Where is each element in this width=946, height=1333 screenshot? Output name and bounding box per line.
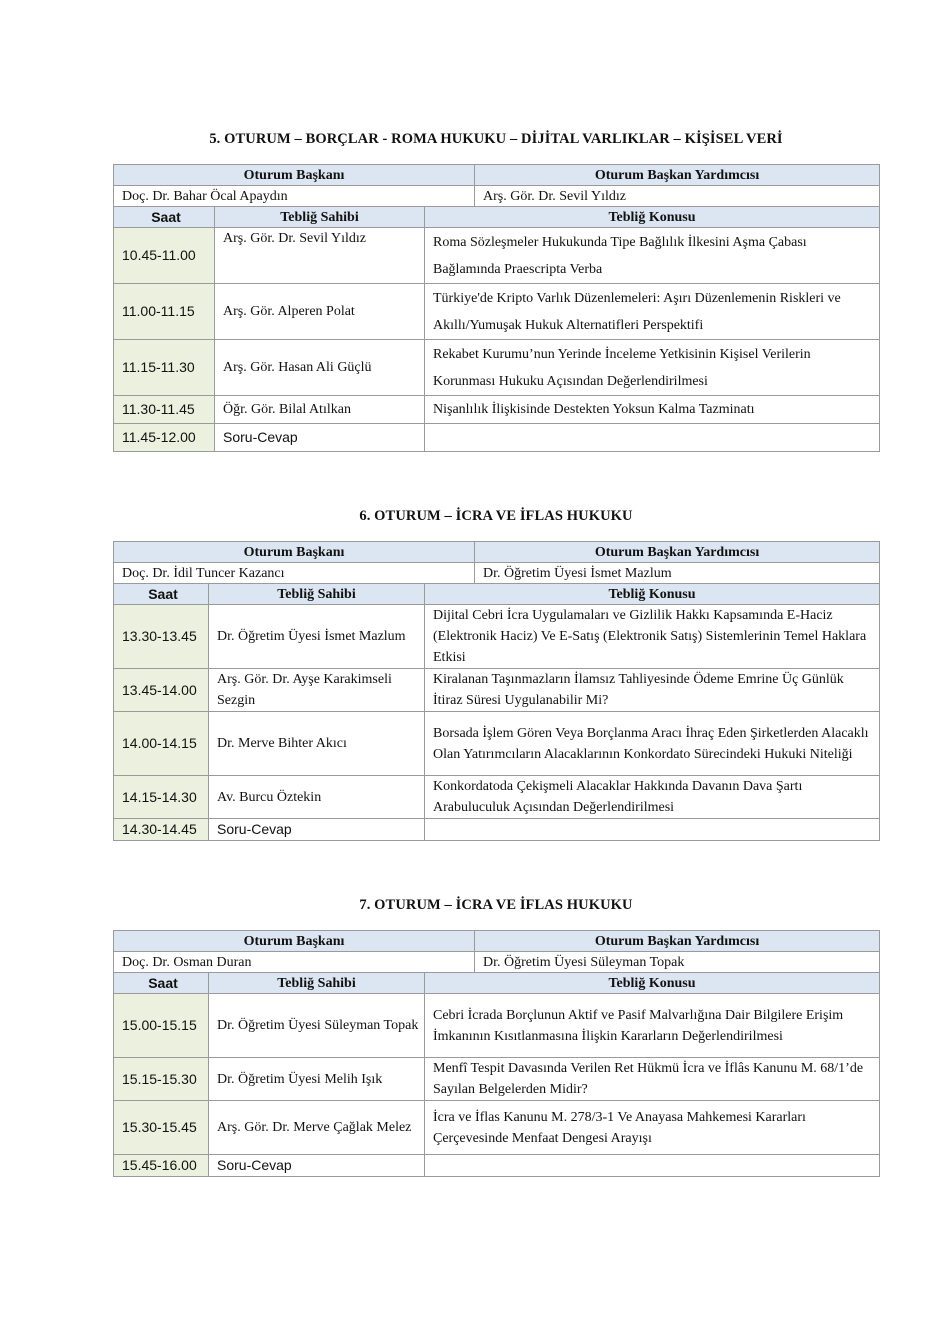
topic-header: Tebliğ Konusu <box>425 207 880 228</box>
presenter-cell: Soru-Cevap <box>209 819 425 841</box>
time-cell: 15.15-15.30 <box>114 1058 209 1101</box>
table-row <box>114 1101 880 1155</box>
presenter-header: Tebliğ Sahibi <box>209 584 425 605</box>
time-header: Saat <box>114 584 209 605</box>
presenter-cell: Soru-Cevap <box>215 424 425 452</box>
time-header: Saat <box>114 207 215 228</box>
time-cell: 14.00-14.15 <box>114 712 209 776</box>
time-cell: 14.15-14.30 <box>114 776 209 819</box>
chair-name: Doç. Dr. Osman Duran <box>114 952 475 973</box>
topic-cell: İcra ve İflas Kanunu M. 278/3-1 Ve Anayasa Mahkemesi Kararları Çerçevesinde Menfaat Dengesi Arayışı <box>425 1101 880 1155</box>
presenter-cell: Arş. Gör. Dr. Sevil Yıldız <box>215 228 425 284</box>
table-row <box>114 605 880 669</box>
time-cell: 15.30-15.45 <box>114 1101 209 1155</box>
topic-cell <box>425 1155 880 1177</box>
table-row <box>114 228 880 284</box>
vice-chair-name: Arş. Gör. Dr. Sevil Yıldız <box>475 186 880 207</box>
presenter-cell: Dr. Öğretim Üyesi Melih Işık <box>209 1058 425 1101</box>
presenter-cell: Dr. Öğretim Üyesi Süleyman Topak <box>209 994 425 1058</box>
table-row <box>114 994 880 1058</box>
vice-chair-name: Dr. Öğretim Üyesi İsmet Mazlum <box>475 563 880 584</box>
table-row <box>114 819 880 841</box>
topic-cell: Rekabet Kurumu’nun Yerinde İnceleme Yetkisinin Kişisel Verilerin Korunması Hukuku Açısından Değerlendirilmesi <box>425 340 880 396</box>
time-cell: 13.45-14.00 <box>114 669 209 712</box>
time-cell: 10.45-11.00 <box>114 228 215 284</box>
chair-header: Oturum Başkanı <box>114 165 475 186</box>
session-7 <box>113 897 879 1177</box>
time-cell: 11.30-11.45 <box>114 396 215 424</box>
time-cell: 14.30-14.45 <box>114 819 209 841</box>
presenter-cell: Arş. Gör. Dr. Ayşe Karakimseli Sezgin <box>209 669 425 712</box>
chair-name: Doç. Dr. Bahar Öcal Apaydın <box>114 186 475 207</box>
topic-cell: Konkordatoda Çekişmeli Alacaklar Hakkında Davanın Dava Şartı Arabuluculuk Açısından Değerlendirilmesi <box>425 776 880 819</box>
session-5 <box>113 131 879 452</box>
chair-name: Doç. Dr. İdil Tuncer Kazancı <box>114 563 475 584</box>
table-row <box>114 284 880 340</box>
session-title: 7. OTURUM – İCRA VE İFLAS HUKUKU <box>359 897 633 913</box>
time-cell: 13.30-13.45 <box>114 605 209 669</box>
chair-header: Oturum Başkanı <box>114 542 475 563</box>
topic-cell: Dijital Cebri İcra Uygulamaları ve Gizlilik Hakkı Kapsamında E-Haciz (Elektronik Haciz) Ve E-Satış (Elektronik Satış) Sistemlerinin Temel Haklara Etkisi <box>425 605 880 669</box>
table-row <box>114 340 880 396</box>
presenter-cell: Dr. Merve Bihter Akıcı <box>209 712 425 776</box>
presenter-header: Tebliğ Sahibi <box>215 207 425 228</box>
topic-cell <box>425 424 880 452</box>
topic-cell: Nişanlılık İlişkisinde Destekten Yoksun Kalma Tazminatı <box>425 396 880 424</box>
table-row <box>114 1058 880 1101</box>
presenter-cell: Arş. Gör. Hasan Ali Güçlü <box>215 340 425 396</box>
presenter-cell: Arş. Gör. Alperen Polat <box>215 284 425 340</box>
chair-header: Oturum Başkanı <box>114 931 475 952</box>
presenter-cell: Öğr. Gör. Bilal Atılkan <box>215 396 425 424</box>
time-cell: 11.15-11.30 <box>114 340 215 396</box>
topic-header: Tebliğ Konusu <box>425 584 880 605</box>
table-row <box>114 1155 880 1177</box>
session-table <box>113 164 880 452</box>
time-header: Saat <box>114 973 209 994</box>
presenter-cell: Dr. Öğretim Üyesi İsmet Mazlum <box>209 605 425 669</box>
session-table <box>113 541 880 841</box>
table-row <box>114 396 880 424</box>
time-cell: 15.00-15.15 <box>114 994 209 1058</box>
session-6 <box>113 508 879 841</box>
topic-cell: Menfî Tespit Davasında Verilen Ret Hükmü İcra ve İflâs Kanunu M. 68/1’de Sayılan Belgelerden Midir? <box>425 1058 880 1101</box>
table-row <box>114 669 880 712</box>
time-cell: 15.45-16.00 <box>114 1155 209 1177</box>
topic-cell: Borsada İşlem Gören Veya Borçlanma Aracı İhraç Eden Şirketlerden Alacaklı Olan Yatırımcıların Alacaklarının Konkordato Sürecindeki Hukuki Niteliği <box>425 712 880 776</box>
presenter-cell: Soru-Cevap <box>209 1155 425 1177</box>
vice-chair-header: Oturum Başkan Yardımcısı <box>475 931 880 952</box>
topic-cell: Kiralanan Taşınmazların İlamsız Tahliyesinde Ödeme Emrine Üç Günlük İtiraz Süresi Uygulanabilir Mi? <box>425 669 880 712</box>
topic-header: Tebliğ Konusu <box>425 973 880 994</box>
topic-cell: Cebri İcrada Borçlunun Aktif ve Pasif Malvarlığına Dair Bilgilere Erişim İmkanının Kısıtlanmasına İlişkin Kararların Değerlendirilmesi <box>425 994 880 1058</box>
vice-chair-name: Dr. Öğretim Üyesi Süleyman Topak <box>475 952 880 973</box>
vice-chair-header: Oturum Başkan Yardımcısı <box>475 165 880 186</box>
table-row <box>114 712 880 776</box>
session-title: 6. OTURUM – İCRA VE İFLAS HUKUKU <box>359 508 633 524</box>
time-cell: 11.00-11.15 <box>114 284 215 340</box>
topic-cell: Roma Sözleşmeler Hukukunda Tipe Bağlılık İlkesini Aşma Çabası Bağlamında Praescripta Verba <box>425 228 880 284</box>
presenter-header: Tebliğ Sahibi <box>209 973 425 994</box>
session-table <box>113 930 880 1177</box>
table-row <box>114 424 880 452</box>
table-row <box>114 776 880 819</box>
vice-chair-header: Oturum Başkan Yardımcısı <box>475 542 880 563</box>
presenter-cell: Av. Burcu Öztekin <box>209 776 425 819</box>
session-title: 5. OTURUM – BORÇLAR - ROMA HUKUKU – DİJİTAL VARLIKLAR – KİŞİSEL VERİ <box>209 131 783 147</box>
time-cell: 11.45-12.00 <box>114 424 215 452</box>
topic-cell: Türkiye'de Kripto Varlık Düzenlemeleri: Aşırı Düzenlemenin Riskleri ve Akıllı/Yumuşak Hukuk Alternatifleri Perspektifi <box>425 284 880 340</box>
topic-cell <box>425 819 880 841</box>
presenter-cell: Arş. Gör. Dr. Merve Çağlak Melez <box>209 1101 425 1155</box>
